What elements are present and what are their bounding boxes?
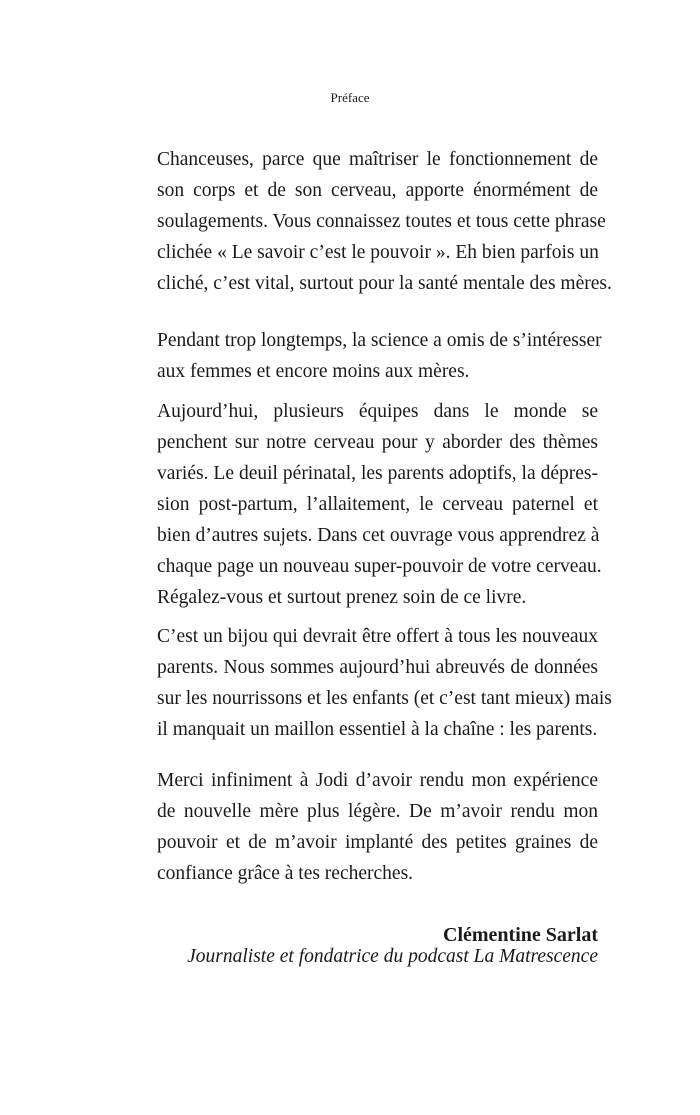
text-line: Aujourd’hui, plusieurs équipes dans le monde se [157,401,598,422]
text-line: Chanceuses, parce que maîtriser le fonctionnement de [157,149,598,170]
paragraph [157,325,602,387]
text-line: Pendant trop longtemps, la science a omis de s’intéresser [157,330,602,351]
paragraph [157,396,602,613]
text-line: soulagements. Vous connaissez toutes et tous cette phrase [157,211,606,232]
text-line: confiance grâce à tes recherches. [157,863,414,884]
text-line: C’est un bijou qui devrait être offert à tous les nouveaux [157,626,598,647]
running-header: Préface [330,90,370,105]
text-line: Merci infiniment à Jodi d’avoir rendu mon expérience [157,770,598,791]
text-line: de nouvelle mère plus légère. De m’avoir rendu mon [157,801,598,822]
text-line: aux femmes et encore moins aux mères. [157,361,470,382]
text-line: clichée « Le savoir c’est le pouvoir ». Eh bien parfois un [157,242,599,263]
text-line: parents. Nous sommes aujourd’hui abreuvés de données [157,657,598,678]
text-line: sion post-partum, l’allaitement, le cerveau paternel et [157,494,598,515]
text-line: variés. Le deuil périnatal, les parents adoptifs, la dépres- [157,463,598,484]
paragraph [157,621,612,745]
text-line: son corps et de son cerveau, apporte énormément de [157,180,598,201]
signature-role: Journaliste et fondatrice du podcast La Matrescence [187,946,598,967]
text-line: sur les nourrissons et les enfants (et c’est tant mieux) mais [157,688,612,709]
text-line: penchent sur notre cerveau pour y aborder des thèmes [157,432,598,453]
text-line: il manquait un maillon essentiel à la chaîne : les parents. [157,719,598,740]
text-line: pouvoir et de m’avoir implanté des petites graines de [157,832,598,853]
paragraph [157,765,598,889]
text-line: chaque page un nouveau super-pouvoir de votre cerveau. [157,556,602,577]
text-line: cliché, c’est vital, surtout pour la santé mentale des mères. [157,273,612,294]
signature-name: Clémentine Sarlat [443,924,598,946]
paragraph [157,144,612,299]
text-line: Régalez-vous et surtout prenez soin de ce livre. [157,587,527,608]
text-line: bien d’autres sujets. Dans cet ouvrage vous apprendrez à [157,525,600,546]
